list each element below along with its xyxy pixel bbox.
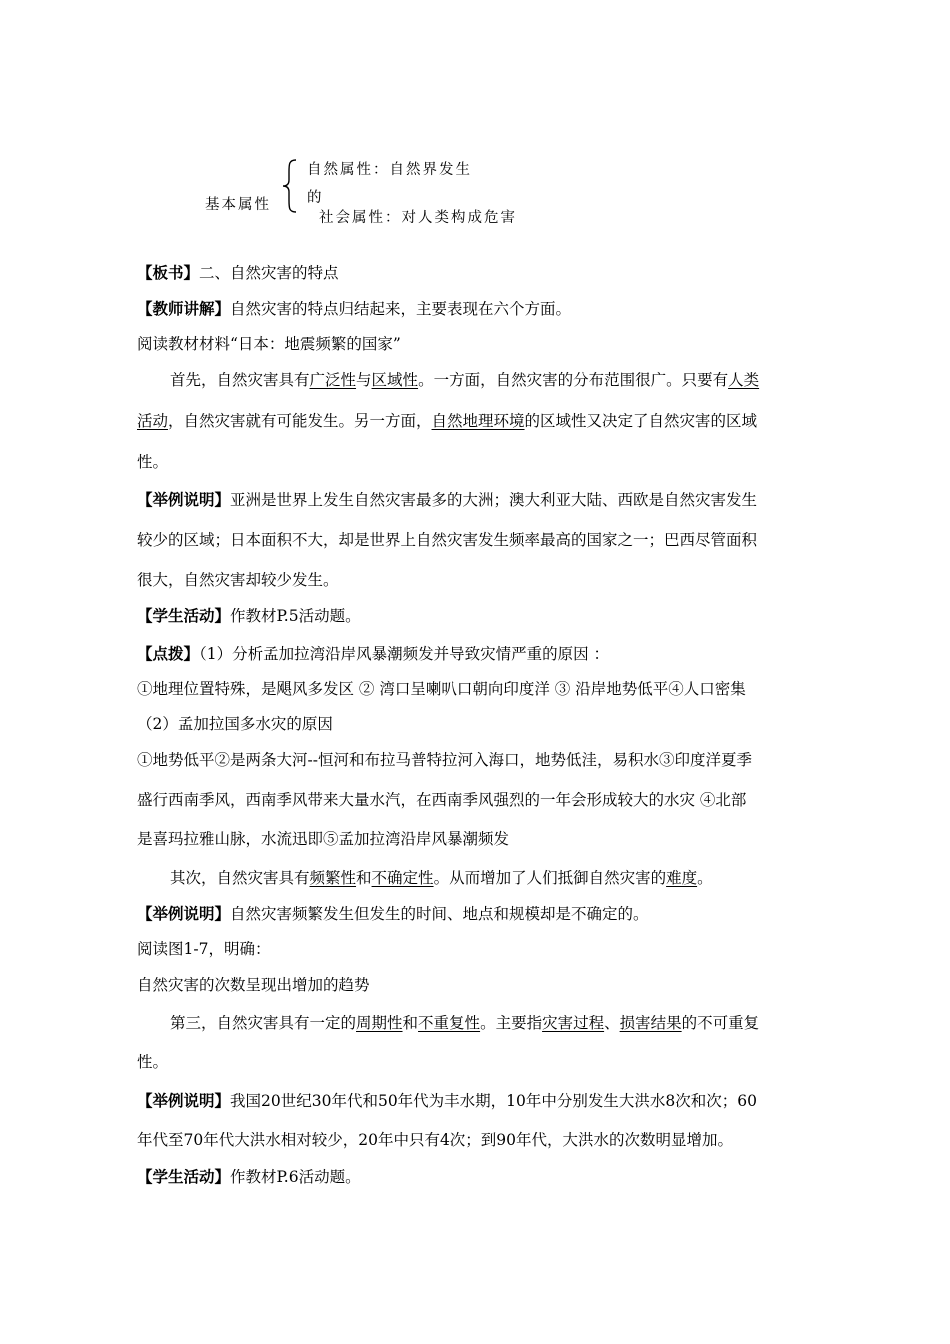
text-run: 我国20世纪30年代和50年代为丰水期，10年中分别发生大洪水8次和次；60	[230, 1092, 757, 1110]
text-run: 作教材P.6活动题。	[230, 1168, 361, 1186]
text-run: 【教师讲解】	[137, 299, 231, 318]
guidance-reasons-2	[137, 750, 820, 770]
text-run: 较少的区域；日本面积不大，却是世界上自然灾害发生频率最高的国家之一；巴西尽管面积	[137, 531, 758, 549]
text-run: 自然灾害的次数呈现出增加的趋势	[137, 976, 370, 994]
text-run: ①地理位置特殊，是飓风多发区 ② 湾口呈喇叭口朝向印度洋 ③ 沿岸地势低平④人口密集	[137, 680, 746, 698]
paragraph-first-cont	[137, 411, 820, 431]
guidance-reasons-1	[137, 679, 820, 699]
text-run: 。一方面，自然灾害的分布范围很广。只要有	[418, 371, 729, 389]
text-run: （1）分析孟加拉湾沿岸风暴潮频发并导致灾情严重的原因 ：	[199, 645, 610, 663]
teacher-explanation	[137, 299, 820, 319]
text-run: 自然灾害频繁发生但发生的时间、地点和规模却是不确定的。	[230, 905, 649, 923]
example-frequency	[137, 904, 820, 924]
text-run: 自然灾害的特点归结起来，主要表现在六个方面。	[230, 300, 572, 318]
text-run: 很大，自然灾害却较少发生。	[137, 571, 339, 589]
guidance-subheading-2	[137, 714, 820, 734]
underlined-term: 不确定性	[371, 869, 434, 887]
board-heading	[137, 263, 820, 283]
underlined-term: 难度	[666, 869, 698, 887]
text-run: 二、自然灾害的特点	[199, 264, 339, 282]
text-run: 与	[356, 371, 372, 389]
text-run: 阅读图1-7，明确：	[137, 940, 271, 958]
paragraph-third-end	[137, 1052, 820, 1072]
underlined-term: 不重复性	[418, 1014, 481, 1032]
text-run: 作教材P.5活动题。	[230, 607, 361, 625]
underlined-term: 灾害过程	[542, 1014, 605, 1032]
text-run: 【举例说明】	[137, 490, 231, 509]
text-run: 首先，自然灾害具有	[170, 371, 310, 389]
text-run: 亚洲是世界上发生自然灾害最多的大洲；澳大利亚大陆、西欧是自然灾害发生	[230, 491, 758, 509]
reading-material	[137, 334, 820, 354]
diagram-branch-natural: 自然属性：自然界发生	[307, 162, 472, 178]
text-run: 是喜玛拉雅山脉，水流迅即⑤孟加拉湾沿岸风暴潮频发	[137, 830, 510, 848]
student-activity-p5	[137, 606, 820, 626]
underlined-term: 区域性	[371, 371, 419, 389]
text-run: 第三，自然灾害具有一定的	[170, 1014, 357, 1032]
text-run: 阅读教材材料“日本：地震频繁的国家”	[137, 335, 401, 353]
text-run: 和	[402, 1014, 419, 1032]
diagram-branch-social: 社会属性：对人类构成危害	[319, 210, 517, 226]
example-floods	[137, 1091, 820, 1111]
text-run: 盛行西南季风，西南季风带来大量水汽，在西南季风强烈的一年会形成较大的水灾 ④北部	[137, 791, 747, 809]
text-run: 【举例说明】	[137, 904, 231, 923]
text-run: 【学生活动】	[137, 1167, 231, 1186]
paragraph-first	[170, 370, 820, 390]
guidance-reasons-2-cont	[137, 790, 820, 810]
text-run: 【学生活动】	[137, 606, 231, 625]
text-run: 【点拨】	[137, 644, 200, 663]
example-floods-cont	[137, 1130, 820, 1150]
text-run: 的区域性又决定了自然灾害的区域	[524, 412, 758, 430]
underlined-term: 自然地理环境	[431, 412, 525, 430]
example-asia-cont	[137, 530, 820, 550]
guidance-reasons-2-end	[137, 829, 820, 849]
diagram-root: 基本属性	[205, 197, 271, 213]
text-run: 年代至70年代大洪水相对较少，20年中只有4次；到90年代，大洪水的次数明显增加。	[137, 1131, 734, 1149]
underlined-term: 人类	[728, 371, 760, 389]
text-run: 【举例说明】	[137, 1091, 231, 1110]
text-run: 【板书】	[137, 263, 200, 282]
underlined-term: 频繁性	[309, 869, 357, 887]
text-run: ①地势低平②是两条大河--恒河和布拉马普特拉河入海口，地势低洼，易积水③印度洋夏季	[137, 751, 752, 769]
text-run: 和	[356, 869, 372, 887]
text-run: 性。	[137, 453, 169, 471]
trend-statement	[137, 975, 820, 995]
text-run: 。主要指	[480, 1014, 543, 1032]
reading-figure	[137, 939, 820, 959]
paragraph-third	[170, 1013, 820, 1033]
paragraph-first-end	[137, 452, 820, 472]
example-asia-end	[137, 570, 820, 590]
text-run: 其次，自然灾害具有	[170, 869, 310, 887]
underlined-term: 广泛性	[309, 371, 357, 389]
curly-brace-icon	[280, 158, 300, 214]
text-run: 、	[604, 1014, 620, 1032]
text-run: 性。	[137, 1053, 169, 1071]
text-run: 。从而增加了人们抵御自然灾害的	[433, 869, 667, 887]
underlined-term: 周期性	[356, 1014, 403, 1032]
student-activity-p6	[137, 1167, 820, 1187]
underlined-term: 损害结果	[619, 1014, 682, 1032]
example-asia	[137, 490, 820, 510]
underlined-term: 活动	[137, 412, 169, 430]
text-run: 。	[697, 869, 713, 887]
diagram-branch-natural-tail: 的	[307, 190, 324, 206]
text-run: 的不可重复	[681, 1014, 760, 1032]
text-run: ，自然灾害就有可能发生。另一方面，	[168, 412, 432, 430]
paragraph-second	[170, 868, 820, 888]
text-run: （2）孟加拉国多水灾的原因	[137, 715, 333, 733]
guidance-heading	[137, 644, 820, 664]
